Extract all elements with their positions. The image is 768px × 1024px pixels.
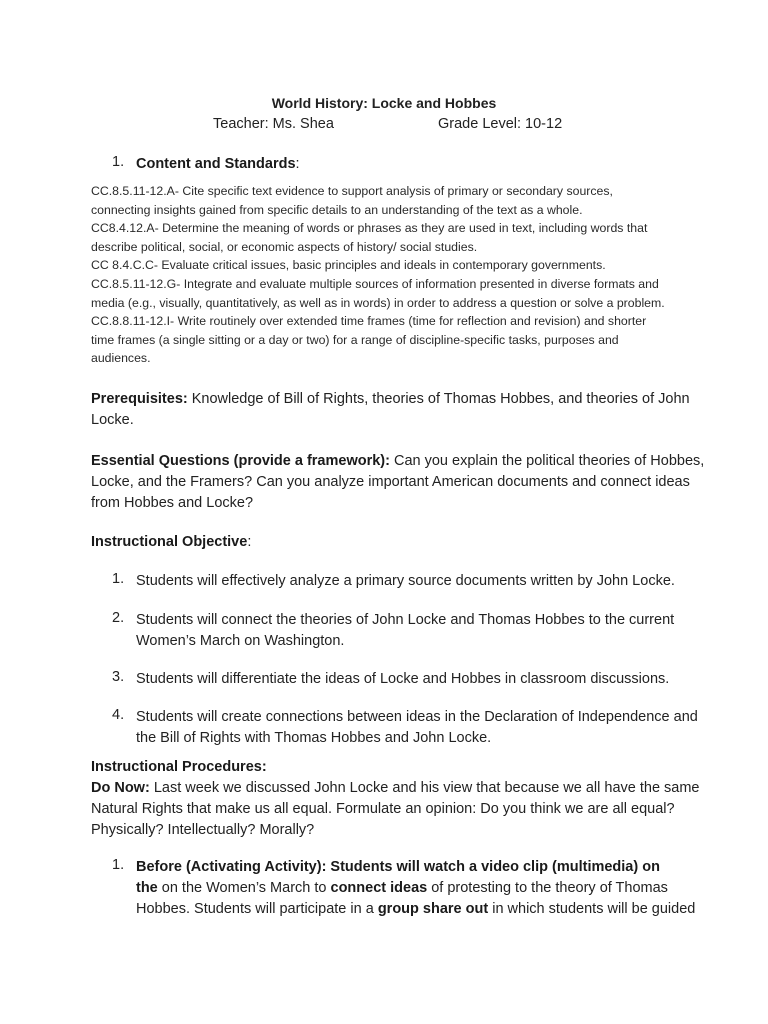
objective-item: Students will effectively analyze a primary source documents written by John Locke. [136, 573, 675, 589]
objective-item: Students will differentiate the ideas of Locke and Hobbes in classroom discussions. [136, 671, 670, 687]
standards-line: media (e.g., visually, quantitatively, as well as in words) in order to address a question or solve a problem. [91, 295, 665, 310]
list-number: 1. [112, 571, 125, 587]
grade-level: Grade Level: 10-12 [438, 116, 563, 132]
instructional-procedures-label: Instructional Procedures: [91, 759, 267, 775]
standards-line: CC 8.4.C.C- Evaluate critical issues, basic principles and ideals in contemporary governments. [91, 258, 606, 273]
standards-line: CC.8.5.11-12.A- Cite specific text evidence to support analysis of primary or secondary sources, [91, 184, 613, 198]
standards-line: connecting insights gained from specific details to an understanding of the text as a whole. [91, 202, 583, 217]
content-standards-heading: Content and Standards [136, 156, 296, 172]
standards-block [91, 182, 681, 368]
essential-questions-label: Essential Questions (provide a framework): [91, 453, 390, 469]
objective-item: Students will connect the theories of John Locke and Thomas Hobbes to the current Women’s March on Washington. [136, 612, 675, 649]
prerequisites-paragraph: Prerequisites: Knowledge of Bill of Rights, theories of Thomas Hobbes, and theories of John Locke. [91, 391, 690, 428]
standards-line: audiences. [91, 351, 151, 366]
standards-line: CC8.4.12.A- Determine the meaning of words or phrases as they are used in text, including words that [91, 221, 648, 236]
section-heading: Content and Standards: [136, 156, 300, 172]
teacher-name: Teacher: Ms. Shea [213, 116, 334, 132]
document-title: World History: Locke and Hobbes [271, 95, 497, 111]
standards-line: time frames (a single sitting or a day or two) for a range of discipline-specific tasks, purposes and [91, 332, 619, 347]
list-number: 1. [112, 857, 125, 873]
essential-questions-paragraph: Essential Questions (provide a framework): Can you explain the political theories of Hobbes, Locke, and the Framers? Can you analyze important American documents and connect ideas from Hobbes and Locke? [91, 453, 705, 511]
instructional-procedures-paragraph: Instructional Procedures: Do Now: Last week we discussed John Locke and his view that because we all have the same Natural Rights that make us all equal. Formulate an opinion: Do you think we are all equal? Physically? Intellectually? Morally? [91, 759, 700, 838]
instructional-objective-heading: Instructional Objective: [91, 534, 252, 550]
objective-item: Students will create connections between ideas in the Declaration of Independence and the Bill of Rights with Thomas Hobbes and John Locke. [136, 709, 698, 746]
list-number: 2. [112, 610, 125, 626]
standards-line: CC.8.8.11-12.I- Write routinely over extended time frames (time for reflection and revision) and shorter [91, 314, 647, 329]
list-number: 3. [112, 669, 125, 685]
list-number: 4. [112, 707, 125, 723]
prerequisites-label: Prerequisites: [91, 391, 188, 407]
section-number: 1. [112, 154, 125, 170]
before-activity-item: Before (Activating Activity): Students will watch a video clip (multimedia) on the on the Women’s March to connect ideas of protesting to the theory of Thomas Hobbes. Students will participate in a group share out in which students will be guided [136, 859, 696, 917]
standards-line: describe political, social, or economic aspects of history/ social studies. [91, 239, 478, 254]
standards-line: CC.8.5.11-12.G- Integrate and evaluate multiple sources of information presented in diverse formats and [91, 276, 659, 291]
do-now-label: Do Now: [91, 780, 150, 796]
